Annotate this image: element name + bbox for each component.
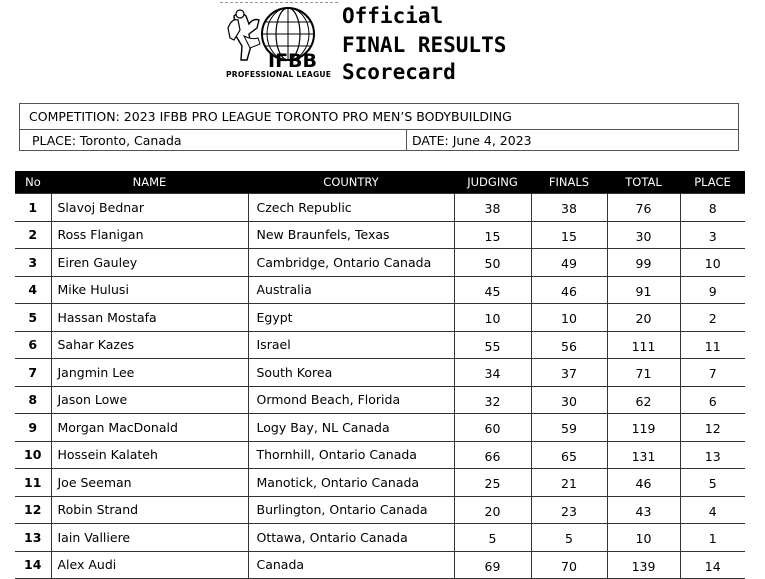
cell-total: 111 [607,331,680,359]
cell-finals: 49 [531,249,607,277]
cell-place: 12 [680,414,745,442]
table-row [15,194,745,222]
cell-no: 1 [15,194,51,222]
cell-finals: 5 [531,524,607,552]
cell-name: Sahar Kazes [51,331,248,359]
cell-country: Czech Republic [248,194,454,222]
cell-judging: 32 [454,386,531,414]
cell-country: Manotick, Ontario Canada [248,469,454,497]
cell-name: Robin Strand [51,496,248,524]
cell-place: 11 [680,331,745,359]
cell-total: 91 [607,276,680,304]
header-no: No [15,171,51,194]
cell-place: 14 [680,551,745,579]
cell-country: Egypt [248,304,454,332]
cell-country: Thornhill, Ontario Canada [248,441,454,469]
cell-judging: 69 [454,551,531,579]
table-row [15,551,745,579]
header-name: NAME [51,171,248,194]
cell-place: 7 [680,359,745,387]
title-final-results: FINAL RESULTS [342,33,507,57]
cell-judging: 45 [454,276,531,304]
cell-judging: 34 [454,359,531,387]
cell-place: 6 [680,386,745,414]
table-row [15,441,745,469]
cell-place: 9 [680,276,745,304]
cell-country: New Braunfels, Texas [248,221,454,249]
cell-country: Cambridge, Ontario Canada [248,249,454,277]
cell-judging: 50 [454,249,531,277]
cell-name: Ross Flanigan [51,221,248,249]
cell-finals: 21 [531,469,607,497]
cell-no: 5 [15,304,51,332]
logo-pro-league-text: PROFESSIONAL LEAGUE [226,70,332,79]
cell-no: 9 [15,414,51,442]
cell-total: 10 [607,524,680,552]
table-header-row [15,171,745,194]
cell-no: 6 [15,331,51,359]
cell-judging: 10 [454,304,531,332]
table-row [15,304,745,332]
cell-name: Alex Audi [51,551,248,579]
table-row [15,331,745,359]
title-scorecard: Scorecard [342,60,456,84]
table-row [15,496,745,524]
cell-finals: 70 [531,551,607,579]
cell-no: 10 [15,441,51,469]
cell-finals: 37 [531,359,607,387]
cell-place: 2 [680,304,745,332]
place-label: PLACE: Toronto, Canada [32,133,182,148]
cell-total: 62 [607,386,680,414]
cell-judging: 60 [454,414,531,442]
cell-name: Hassan Mostafa [51,304,248,332]
table-row [15,386,745,414]
cell-name: Jangmin Lee [51,359,248,387]
cell-finals: 46 [531,276,607,304]
cell-country: South Korea [248,359,454,387]
cell-no: 13 [15,524,51,552]
title-official: Official [342,4,444,28]
cell-finals: 56 [531,331,607,359]
table-row [15,249,745,277]
cell-judging: 25 [454,469,531,497]
cell-judging: 55 [454,331,531,359]
cell-name: Morgan MacDonald [51,414,248,442]
table-row [15,221,745,249]
cell-no: 12 [15,496,51,524]
cell-name: Hossein Kalateh [51,441,248,469]
cell-name: Slavoj Bednar [51,194,248,222]
date-label: DATE: June 4, 2023 [412,133,532,148]
date-cell-divider [406,129,407,151]
cell-total: 46 [607,469,680,497]
cell-judging: 38 [454,194,531,222]
cell-place: 4 [680,496,745,524]
competition-info-box [19,103,739,151]
cell-judging: 66 [454,441,531,469]
cell-country: Canada [248,551,454,579]
results-table [15,171,745,579]
cell-total: 131 [607,441,680,469]
logo-ifbb-text: IFBB [268,50,318,72]
cell-total: 139 [607,551,680,579]
cell-name: Joe Seeman [51,469,248,497]
cell-name: Iain Valliere [51,524,248,552]
header-place: PLACE [680,171,745,194]
cell-finals: 65 [531,441,607,469]
cell-finals: 10 [531,304,607,332]
cell-no: 8 [15,386,51,414]
cell-finals: 30 [531,386,607,414]
cell-total: 20 [607,304,680,332]
cell-total: 71 [607,359,680,387]
cell-country: Burlington, Ontario Canada [248,496,454,524]
competition-label: COMPETITION: 2023 IFBB PRO LEAGUE TORONTO PRO MEN’S BODYBUILDING [29,109,512,124]
table-row [15,469,745,497]
cell-place: 8 [680,194,745,222]
cell-no: 2 [15,221,51,249]
cell-no: 4 [15,276,51,304]
cell-no: 14 [15,551,51,579]
cell-name: Jason Lowe [51,386,248,414]
cell-finals: 59 [531,414,607,442]
header-finals: FINALS [531,171,607,194]
cell-country: Ormond Beach, Florida [248,386,454,414]
header-country: COUNTRY [248,171,454,194]
cell-total: 119 [607,414,680,442]
cell-name: Eiren Gauley [51,249,248,277]
table-row [15,414,745,442]
cell-finals: 23 [531,496,607,524]
cell-total: 30 [607,221,680,249]
header-judging: JUDGING [454,171,531,194]
cell-total: 99 [607,249,680,277]
cell-no: 7 [15,359,51,387]
cell-place: 5 [680,469,745,497]
cell-no: 3 [15,249,51,277]
cell-judging: 20 [454,496,531,524]
cell-place: 13 [680,441,745,469]
cell-judging: 5 [454,524,531,552]
cell-country: Logy Bay, NL Canada [248,414,454,442]
cell-no: 11 [15,469,51,497]
cell-finals: 15 [531,221,607,249]
cell-name: Mike Hulusi [51,276,248,304]
cell-place: 1 [680,524,745,552]
table-row [15,359,745,387]
cell-place: 10 [680,249,745,277]
cell-finals: 38 [531,194,607,222]
cell-country: Israel [248,331,454,359]
table-row [15,276,745,304]
cell-judging: 15 [454,221,531,249]
table-row [15,524,745,552]
cell-place: 3 [680,221,745,249]
cell-total: 76 [607,194,680,222]
header-total: TOTAL [607,171,680,194]
cell-country: Australia [248,276,454,304]
cell-total: 43 [607,496,680,524]
cell-country: Ottawa, Ontario Canada [248,524,454,552]
